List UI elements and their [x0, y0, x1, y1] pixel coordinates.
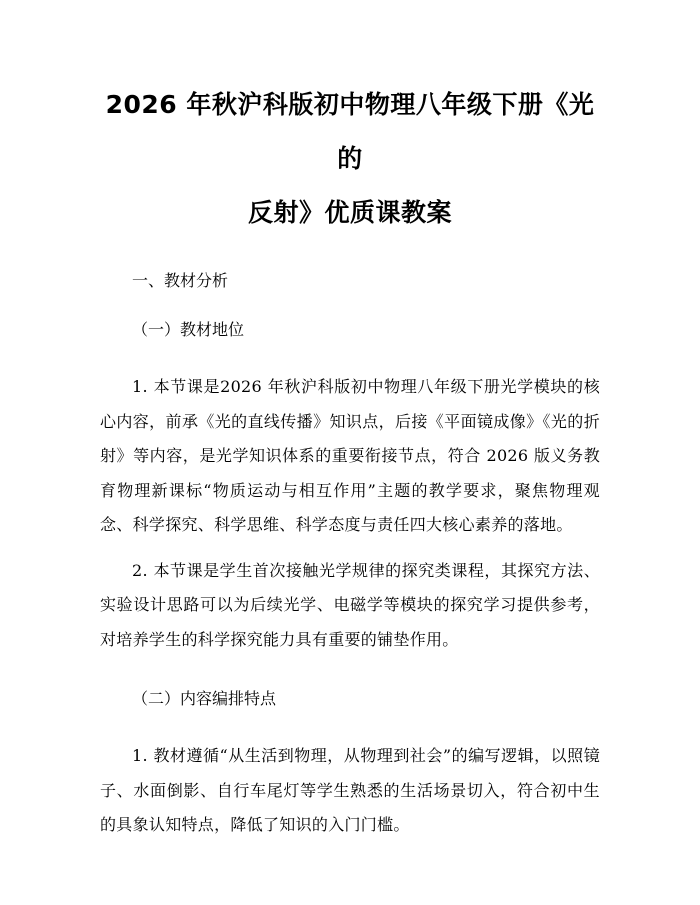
- paragraph-2: 2. 本节课是学生首次接触光学规律的探究类课程，其探究方法、实验设计思路可以为后续光学、电磁学等模块的探究学习提供参考，对培养学生的科学探究能力具有重要的铺垫作用。: [100, 560, 600, 649]
- paragraph-1: 1. 本节课是2026 年秋沪科版初中物理八年级下册光学模块的核心内容，前承《光的直线传播》知识点，后接《平面镜成像》《光的折射》等内容，是光学知识体系的重要衔接节点，符合 2026 版义务教育物理新课标“物质运动与相互作用”主题的教学要求，聚焦物理观念、科学探究、科学思维、科学态度与责任四大核心素养的落地。: [100, 377, 600, 534]
- document-title: [100, 0, 600, 240]
- paragraph-3: 1. 教材遵循“从生活到物理，从物理到社会”的编写逻辑，以照镜子、水面倒影、自行车尾灯等学生熟悉的生活场景切入，符合初中生的具象认知特点，降低了知识的入门门槛。: [100, 746, 600, 834]
- subsection-heading-position: （一）教材地位: [132, 320, 245, 339]
- subsection-heading-arrangement: （二）内容编排特点: [132, 689, 277, 708]
- title-line-2: 反射》优质课教案: [247, 198, 452, 227]
- section-heading-analysis: 一、教材分析: [132, 271, 229, 290]
- title-line-1: 2026 年秋沪科版初中物理八年级下册《光的: [105, 90, 595, 173]
